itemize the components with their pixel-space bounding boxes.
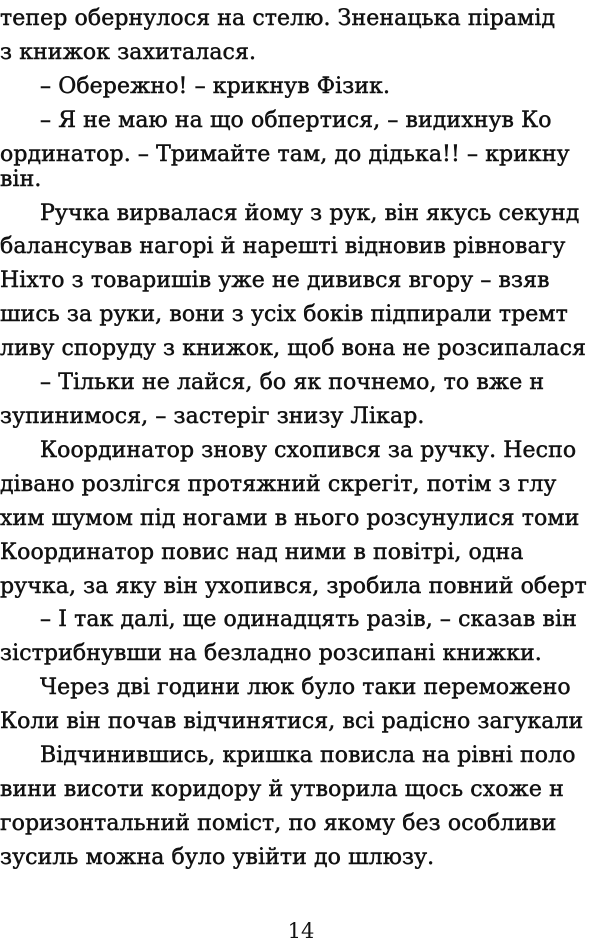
text-line: з книжок захиталася. [0,40,257,65]
text-line: горизонтальний поміст, по якому без особливи [0,811,557,836]
text-line: Ніхто з товаришів уже не дивився вгору – взяв [0,268,550,293]
text-line: балансував нагорі й нарешті відновив рівновагу [0,234,566,259]
text-line: Коли він почав відчинятися, всі радісно загукали [0,709,584,734]
text-line: шись за руки, вони з усіх боків підпирали тремт [0,302,568,327]
text-line: Через дві години люк було таки переможено [40,675,571,700]
text-line: – І так далі, ще одинадцять разів, – сказав він [40,607,577,632]
text-line: – Обережно! – крикнув Фізик. [40,74,391,99]
text-line: Координатор знову схопився за ручку. Неспо [40,438,577,463]
text-line: він. [0,167,42,192]
text-line: – Тільки не лайся, бо як почнемо, то вже н [40,370,545,395]
text-line: ординатор. – Тримайте там, до дідька!! – крикну [0,142,570,167]
text-line: зістрибнувши на безладно розсипані книжки. [0,641,542,666]
text-line: хим шумом під ногами в нього розсунулися томи [0,506,580,531]
text-line: – Я не маю на що обпертися, – видихнув Ко [40,108,552,133]
text-line: ручка, за яку він ухопився, зробила повний оберт [0,574,587,599]
text-line: вини висоти коридору й утворила щось схоже н [0,777,564,802]
text-line: зупинимося, – застеріг знизу Лікар. [0,404,425,429]
text-line: дівано розлігся протяжний скрегіт, потім з глу [0,472,557,497]
text-line: Координатор повис над ними в повітрі, одна [0,540,524,565]
text-line: ливу споруду з книжок, щоб вона не розсипалася [0,336,586,361]
page-number: 14 [287,919,315,943]
text-line: Ручка вирвалася йому з рук, він якусь секунд [40,201,580,226]
text-line: тепер обернулося на стелю. Зненацька пірамід [0,6,556,31]
text-line: Відчинившись, кришка повисла на рівні поло [40,743,576,768]
text-line: зусиль можна було увійти до шлюзу. [0,845,435,870]
